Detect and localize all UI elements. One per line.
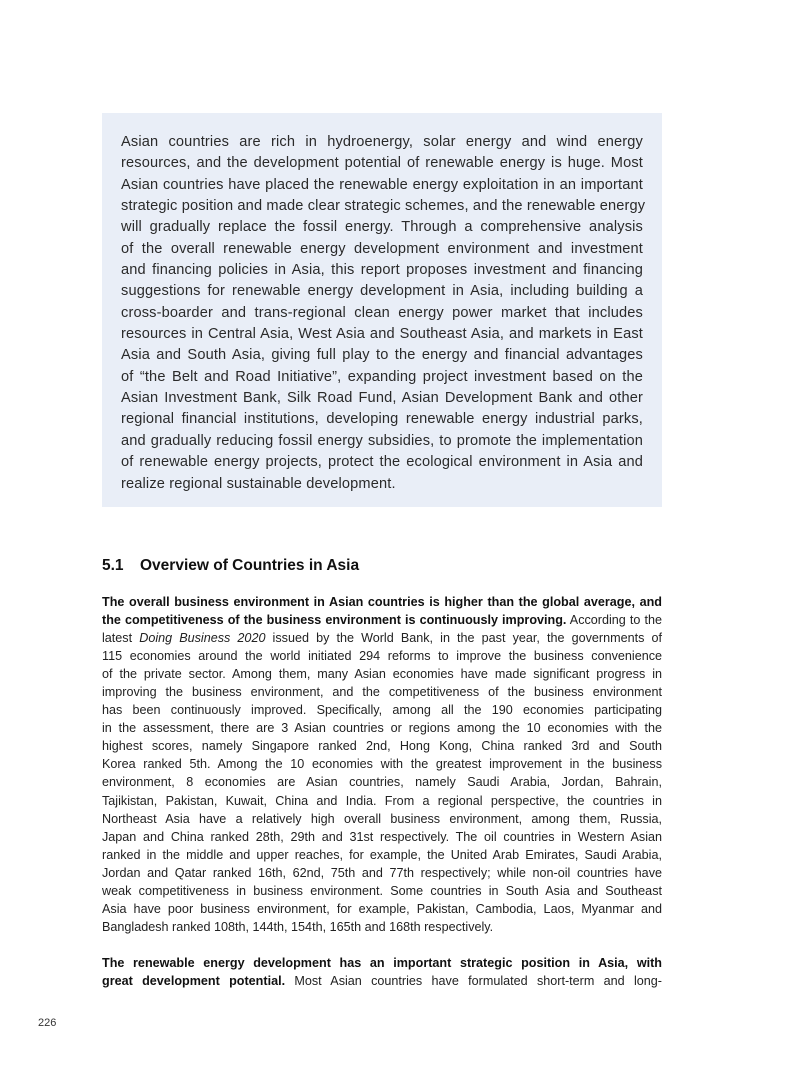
bold-text: The overall business environment in Asian countries is higher than the global average, and (102, 595, 662, 609)
page-number: 226 (38, 1017, 57, 1029)
text: Bangladesh ranked 108th, 144th, 154th, 165th and 168th respectively. (102, 919, 494, 934)
text: issued by the World Bank, in the past year, the governments of (265, 631, 662, 646)
abstract-line: of the overall renewable energy development environment and investment (121, 240, 643, 257)
body-text (102, 593, 662, 990)
abstract-line: Asian Investment Bank, Silk Road Fund, Asian Development Bank and other (121, 390, 643, 407)
text: improving the business environment, and the competitiveness of the business environment (102, 685, 662, 700)
bold-text: the competitiveness of the business environment is continuously improving. (102, 613, 567, 628)
text: Most Asian countries have formulated short-term and long- (285, 973, 662, 988)
body-line (102, 792, 662, 810)
body-line (102, 846, 662, 864)
text: weak competitiveness in business environment. Some countries in South Asia and Southeast (102, 883, 662, 898)
body-line (102, 629, 662, 647)
abstract-line: Asian countries are rich in hydroenergy, solar energy and wind energy (121, 134, 643, 150)
body-line (102, 665, 662, 683)
body-line (102, 972, 662, 990)
abstract-line: resources, and the development potential of renewable energy is huge. Most (121, 155, 643, 172)
abstract-line: resources in Central Asia, West Asia and Southeast Asia, and markets in East (121, 326, 643, 343)
paragraph (102, 954, 662, 990)
body-line (102, 882, 662, 900)
body-line (102, 828, 662, 846)
text: environment, 8 economies are Asian countries, namely Saudi Arabia, Jordan, Bahrain, (102, 775, 662, 790)
text: According to the (566, 613, 662, 628)
text: Jordan and Qatar ranked 16th, 62nd, 75th and 77th respectively; while non-oil countries have (102, 865, 662, 880)
text: ranked in the middle and upper reaches, for example, the United Arab Emirates, Saudi Arabia, (102, 847, 662, 862)
text: in the assessment, there are 3 Asian countries or regions among the 10 economies with the (102, 721, 662, 736)
abstract-line: of renewable energy projects, protect the ecological environment in Asia and (121, 454, 643, 471)
abstract-box (102, 113, 662, 507)
body-line (102, 954, 662, 972)
abstract-line: regional financial institutions, developing renewable energy industrial parks, (121, 411, 643, 428)
text: Northeast Asia have a relatively high overall business environment, among them, Russia, (102, 811, 662, 826)
text: Tajikistan, Pakistan, Kuwait, China and India. From a regional perspective, the countries in (102, 793, 662, 808)
text: Japan and China ranked 28th, 29th and 31st respectively. The oil countries in Western Asian (102, 829, 662, 844)
body-line (102, 773, 662, 791)
text: Korea ranked 5th. Among the 10 economies with the greatest improvement in the business (102, 757, 662, 772)
body-line (102, 701, 662, 719)
body-line (102, 593, 662, 611)
text: highest scores, namely Singapore ranked 2nd, Hong Kong, China ranked 3rd and South (102, 739, 662, 754)
section-heading (102, 557, 359, 575)
body-line (102, 918, 662, 936)
body-line (102, 647, 662, 665)
text: 115 economies around the world initiated 294 reforms to improve the business convenience (102, 649, 662, 664)
text: of the private sector. Among them, many Asian economies have made significant progress in (102, 667, 662, 682)
text: Asia have poor business environment, for example, Pakistan, Cambodia, Laos, Myanmar and (102, 901, 662, 916)
bold-text: great development potential. (102, 973, 286, 988)
abstract-line: cross-boarder and trans-regional clean energy power market that includes (121, 304, 643, 321)
body-line (102, 719, 662, 737)
body-line (102, 683, 662, 701)
section-number: 5.1 (102, 557, 124, 574)
body-line (102, 611, 662, 629)
abstract-line: suggestions for renewable energy development in Asia, including building a (121, 283, 643, 300)
text: latest (102, 631, 140, 646)
body-line (102, 737, 662, 755)
abstract-line: Asian countries have placed the renewable energy exploitation in an important (121, 176, 643, 193)
body-line (102, 900, 662, 918)
abstract-line: and gradually reducing fossil energy subsidies, to promote the implementation (121, 432, 643, 449)
section-title: Overview of Countries in Asia (140, 557, 360, 574)
abstract-line: will gradually replace the fossil energy. Through a comprehensive analysis (121, 219, 643, 236)
body-line (102, 864, 662, 882)
body-line (102, 755, 662, 773)
paragraph (102, 593, 662, 936)
abstract-line: strategic position and made clear strategic schemes, and the renewable energy (121, 198, 646, 215)
abstract-line: of “the Belt and Road Initiative”, expanding project investment based on the (121, 368, 643, 385)
abstract-line: Asia and South Asia, giving full play to the energy and financial advantages (121, 347, 643, 364)
body-line (102, 810, 662, 828)
abstract-line: realize regional sustainable development. (121, 475, 396, 492)
text: has been continuously improved. Specifically, among all the 190 economies participating (102, 703, 662, 718)
abstract-line: and financing policies in Asia, this report proposes investment and financing (121, 262, 643, 279)
bold-text: The renewable energy development has an important strategic position in Asia, with (102, 955, 662, 970)
italic-title: Doing Business 2020 (139, 631, 266, 646)
